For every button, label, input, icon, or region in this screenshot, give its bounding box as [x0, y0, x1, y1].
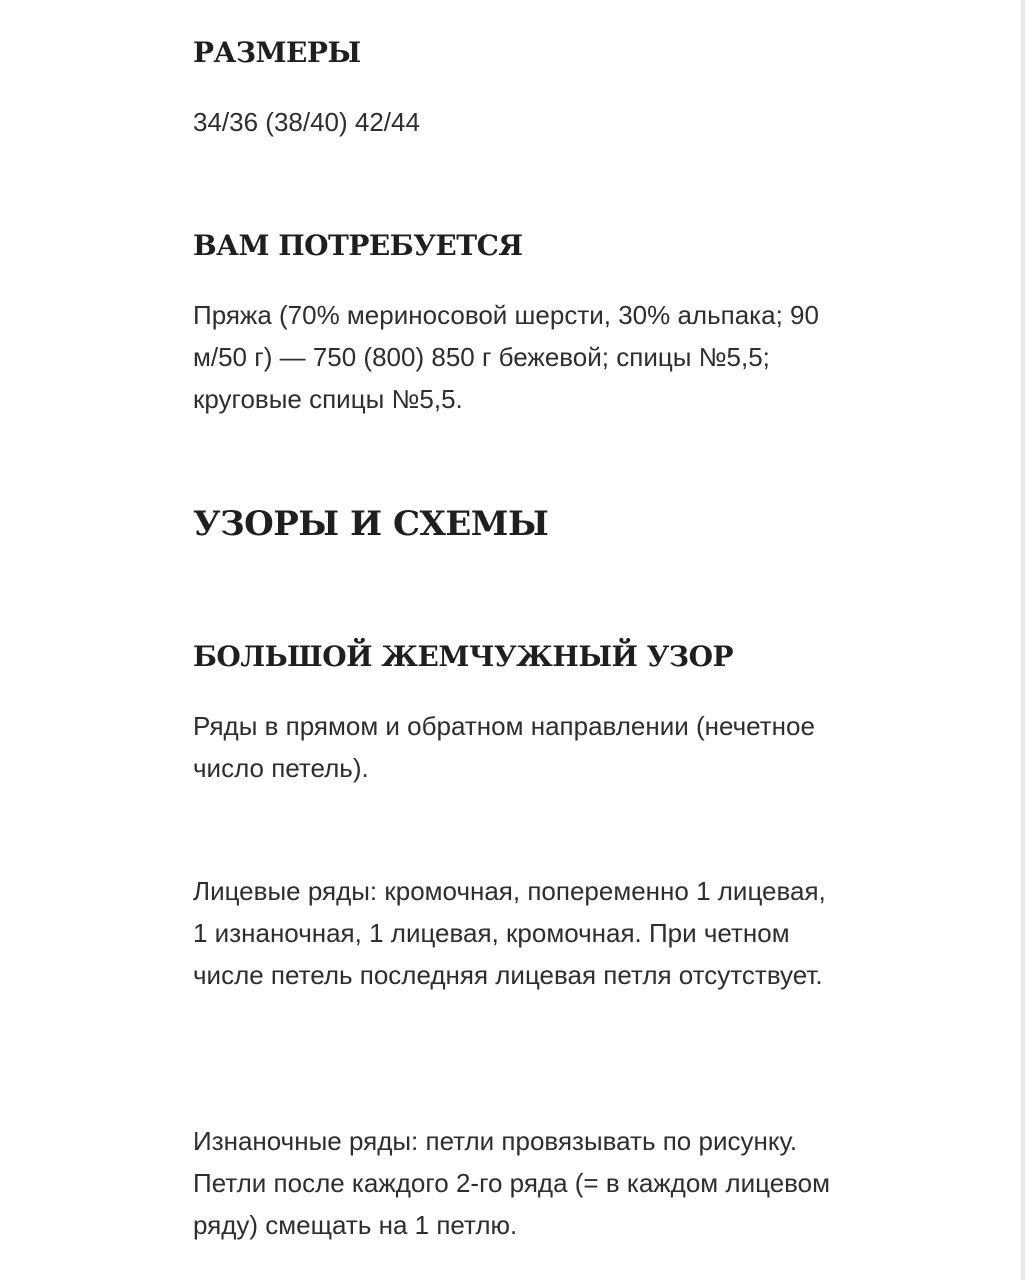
patterns-heading: УЗОРЫ И СХЕМЫ	[193, 504, 549, 544]
page-edge	[1021, 0, 1025, 1280]
pearl-pattern-intro: Ряды в прямом и обратном направлении (нечетное число петель).	[193, 711, 815, 783]
purl-rows-text: Изнаночные ряды: петли провязывать по рисунку. Петли после каждого 2-го ряда (= в каждом лицевом ряду) смещать на 1 петлю.	[193, 1126, 831, 1240]
pearl-pattern-heading: БОЛЬШОЙ ЖЕМЧУЖНЫЙ УЗОР	[193, 640, 734, 673]
sizes-text: 34/36 (38/40) 42/44	[193, 107, 420, 137]
materials-heading: ВАМ ПОТРЕБУЕТСЯ	[193, 229, 523, 262]
knit-rows-text: Лицевые ряды: кромочная, попеременно 1 лицевая, 1 изнаночная, 1 лицевая, кромочная. При четном числе петель последняя лицевая петля отсутствует.	[193, 876, 826, 990]
materials-text: Пряжа (70% мериносовой шерсти, 30% альпака; 90 м/50 г) — 750 (800) 850 г бежевой; спицы №5,5; круговые спицы №5,5.	[193, 300, 819, 414]
sizes-heading: РАЗМЕРЫ	[193, 36, 361, 69]
